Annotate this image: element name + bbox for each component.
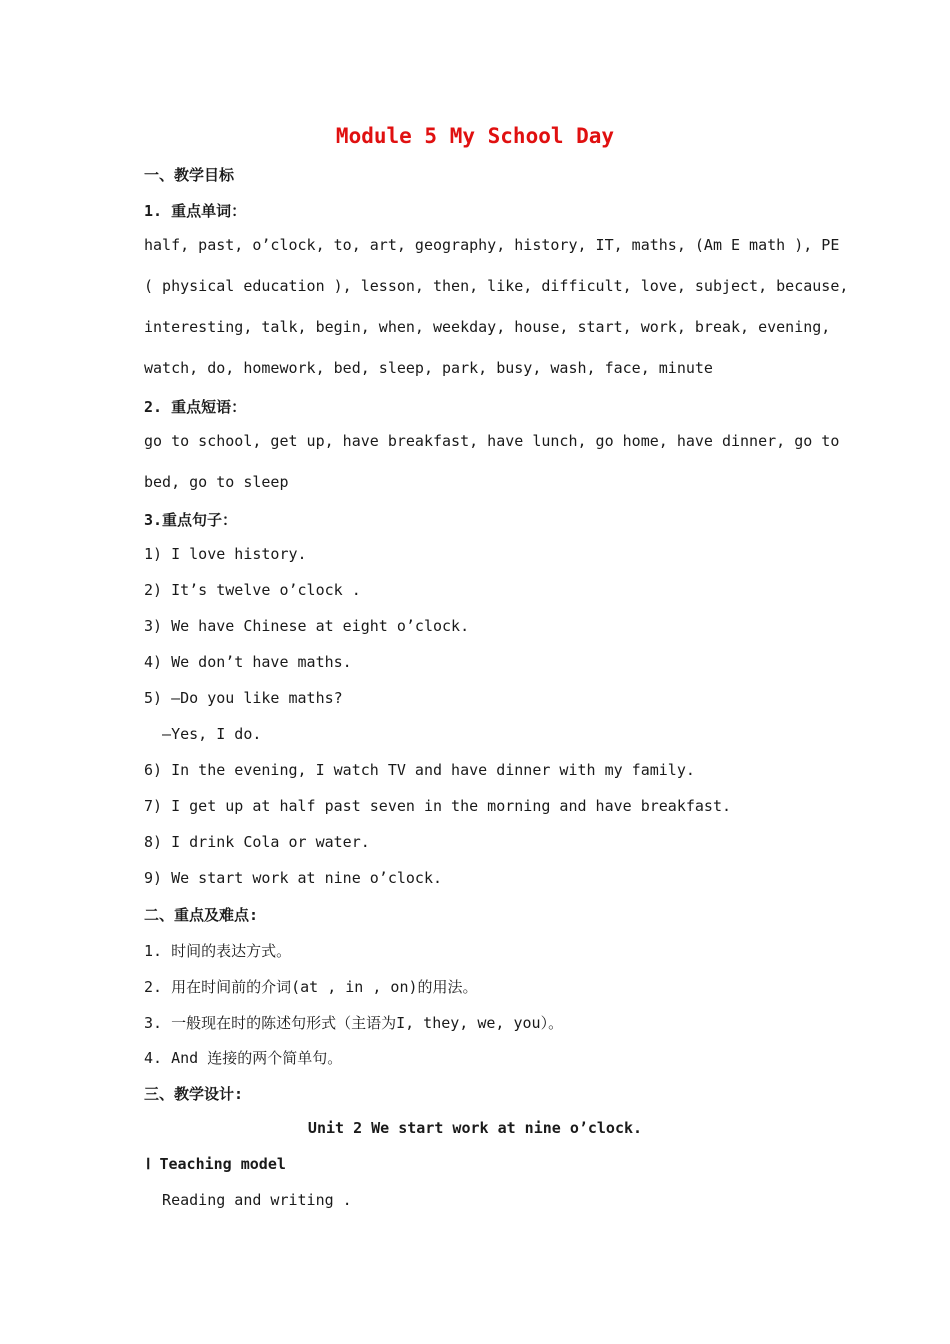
key-words-line: watch, do, homework, bed, sleep, park, busy, wash, face, minute: [144, 359, 713, 377]
sentence-item: 2) It’s twelve o’clock .: [144, 581, 361, 599]
key-point-item: 2. 用在时间前的介词(at , in , on)的用法。: [144, 978, 478, 996]
teaching-model-heading: Ⅰ Teaching model: [146, 1155, 286, 1173]
key-point-item: 3. 一般现在时的陈述句形式（主语为I, they, we, you）。: [144, 1014, 564, 1032]
document-title: Module 5 My School Day: [335, 124, 615, 148]
key-phrases-heading: 2. 重点短语：: [144, 398, 247, 416]
sentence-item: 8) I drink Cola or water.: [144, 833, 370, 851]
section-heading-objectives: 一、教学目标: [144, 166, 235, 184]
key-words-line: half, past, o’clock, to, art, geography, history, IT, maths, (Am E math ), PE: [144, 236, 840, 254]
key-point-item: 4. And 连接的两个简单句。: [144, 1049, 343, 1067]
key-words-heading: 1. 重点单词：: [144, 202, 247, 220]
key-phrases-line: go to school, get up, have breakfast, have lunch, go home, have dinner, go to: [144, 432, 840, 450]
sentence-item: 1) I love history.: [144, 545, 307, 563]
key-phrases-line: bed, go to sleep: [144, 473, 289, 491]
key-words-line: ( physical education ), lesson, then, like, difficult, love, subject, because,: [144, 277, 849, 295]
key-point-item: 1. 时间的表达方式。: [144, 942, 292, 960]
key-sentences-heading: 3.重点句子：: [144, 511, 238, 529]
section-heading-key-points: 二、重点及难点:: [144, 906, 259, 924]
sentence-item: 6) In the evening, I watch TV and have dinner with my family.: [144, 761, 695, 779]
key-words-line: interesting, talk, begin, when, weekday, house, start, work, break, evening,: [144, 318, 831, 336]
sentence-item: —Yes, I do.: [144, 725, 262, 743]
section-heading-teaching-design: 三、教学设计:: [144, 1085, 244, 1103]
sentence-item: 5) —Do you like maths?: [144, 689, 343, 707]
sentence-item: 7) I get up at half past seven in the morning and have breakfast.: [144, 797, 731, 815]
sentence-item: 3) We have Chinese at eight o’clock.: [144, 617, 470, 635]
sentence-item: 4) We don’t have maths.: [144, 653, 352, 671]
teaching-model-text: Reading and writing .: [144, 1191, 352, 1209]
sentence-item: 9) We start work at nine o’clock.: [144, 869, 443, 887]
unit-title: Unit 2 We start work at nine o’clock.: [307, 1119, 643, 1137]
